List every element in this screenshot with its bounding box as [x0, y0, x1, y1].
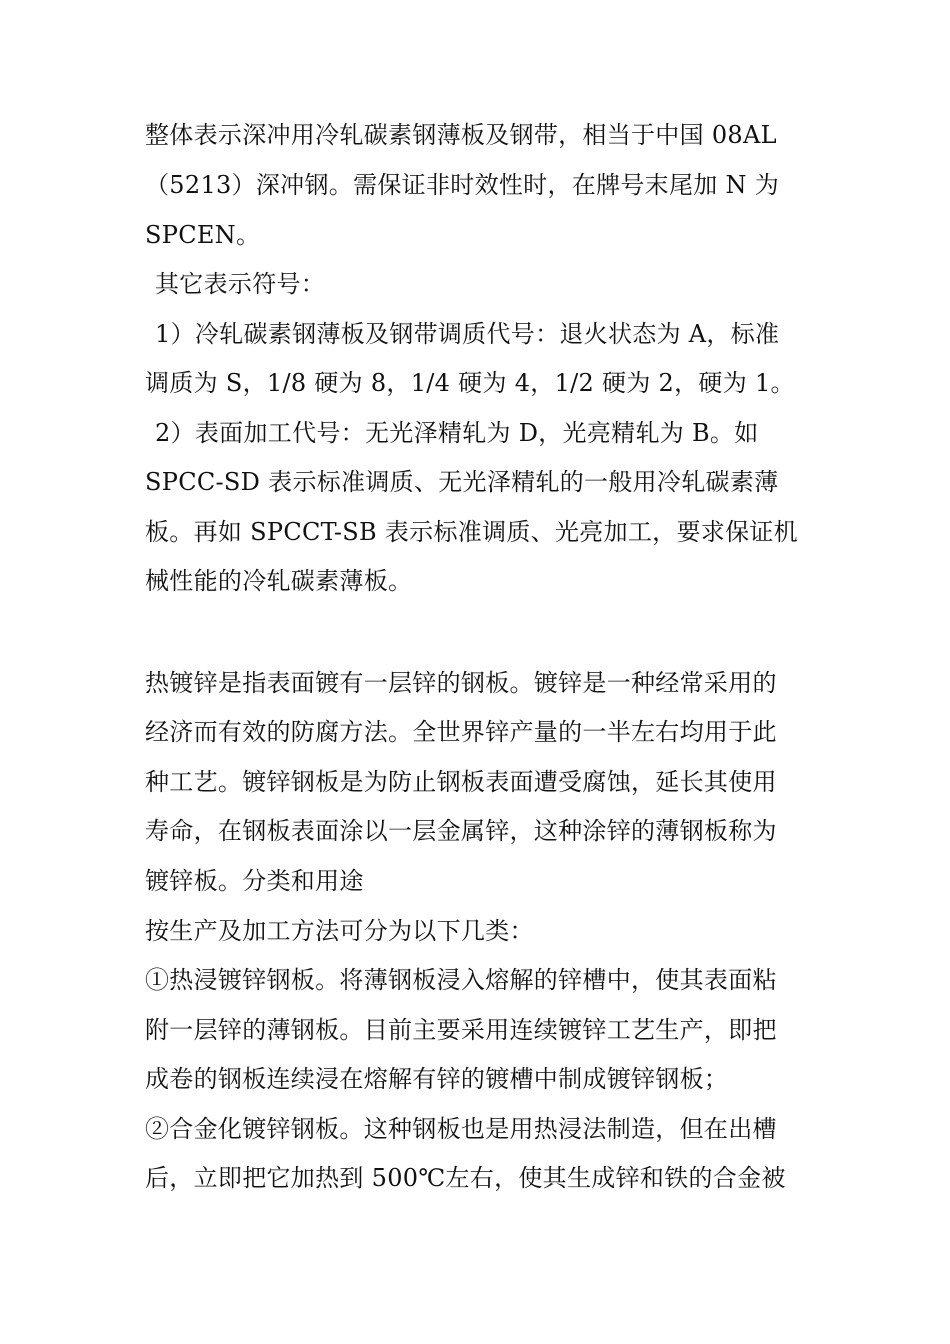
text-line: 按生产及加工方法可分为以下几类： — [145, 917, 534, 945]
text-line: ①热浸镀锌钢板。将薄钢板浸入熔解的锌槽中，使其表面粘 — [145, 966, 777, 994]
text-line: 经济而有效的防腐方法。全世界锌产量的一半左右均用于此 — [145, 718, 777, 746]
text-line: 整体表示深冲用冷轧碳素钢薄板及钢带，相当于中国 08AL — [145, 121, 777, 149]
text-line: 后，立即把它加热到 500℃左右，使其生成锌和铁的合金被 — [145, 1164, 786, 1192]
text-line: ②合金化镀锌钢板。这种钢板也是用热浸法制造，但在出槽 — [145, 1115, 777, 1143]
text-line: 成卷的钢板连续浸在熔解有锌的镀槽中制成镀锌钢板； — [145, 1065, 729, 1093]
text-line: 附一层锌的薄钢板。目前主要采用连续镀锌工艺生产，即把 — [145, 1016, 777, 1044]
text-line: 板。再如 SPCCT-SB 表示标准调质、光亮加工，要求保证机 — [145, 518, 798, 546]
text-line: 种工艺。镀锌钢板是为防止钢板表面遭受腐蚀，延长其使用 — [145, 768, 777, 796]
text-line: 热镀锌是指表面镀有一层锌的钢板。镀锌是一种经常采用的 — [145, 669, 777, 697]
text-line: （5213）深冲钢。需保证非时效性时，在牌号末尾加 N 为 — [145, 171, 780, 199]
text-line: 镀锌板。分类和用途 — [145, 867, 364, 895]
text-line: SPCC-SD 表示标准调质、无光泽精轧的一般用冷轧碳素薄 — [145, 468, 779, 496]
text-line: 1）冷轧碳素钢薄板及钢带调质代号：退火状态为 A，标准 — [155, 320, 780, 348]
text-line: SPCEN。 — [145, 221, 261, 249]
text-line: 其它表示符号： — [155, 270, 326, 298]
text-line: 2）表面加工代号：无光泽精轧为 D，光亮精轧为 B。如 — [155, 419, 759, 447]
text-line: 械性能的冷轧碳素薄板。 — [145, 567, 413, 595]
text-line: 调质为 S，1/8 硬为 8，1/4 硬为 4，1/2 硬为 2，硬为 1。 — [145, 369, 795, 397]
text-line: 寿命，在钢板表面涂以一层金属锌，这种涂锌的薄钢板称为 — [145, 817, 777, 845]
